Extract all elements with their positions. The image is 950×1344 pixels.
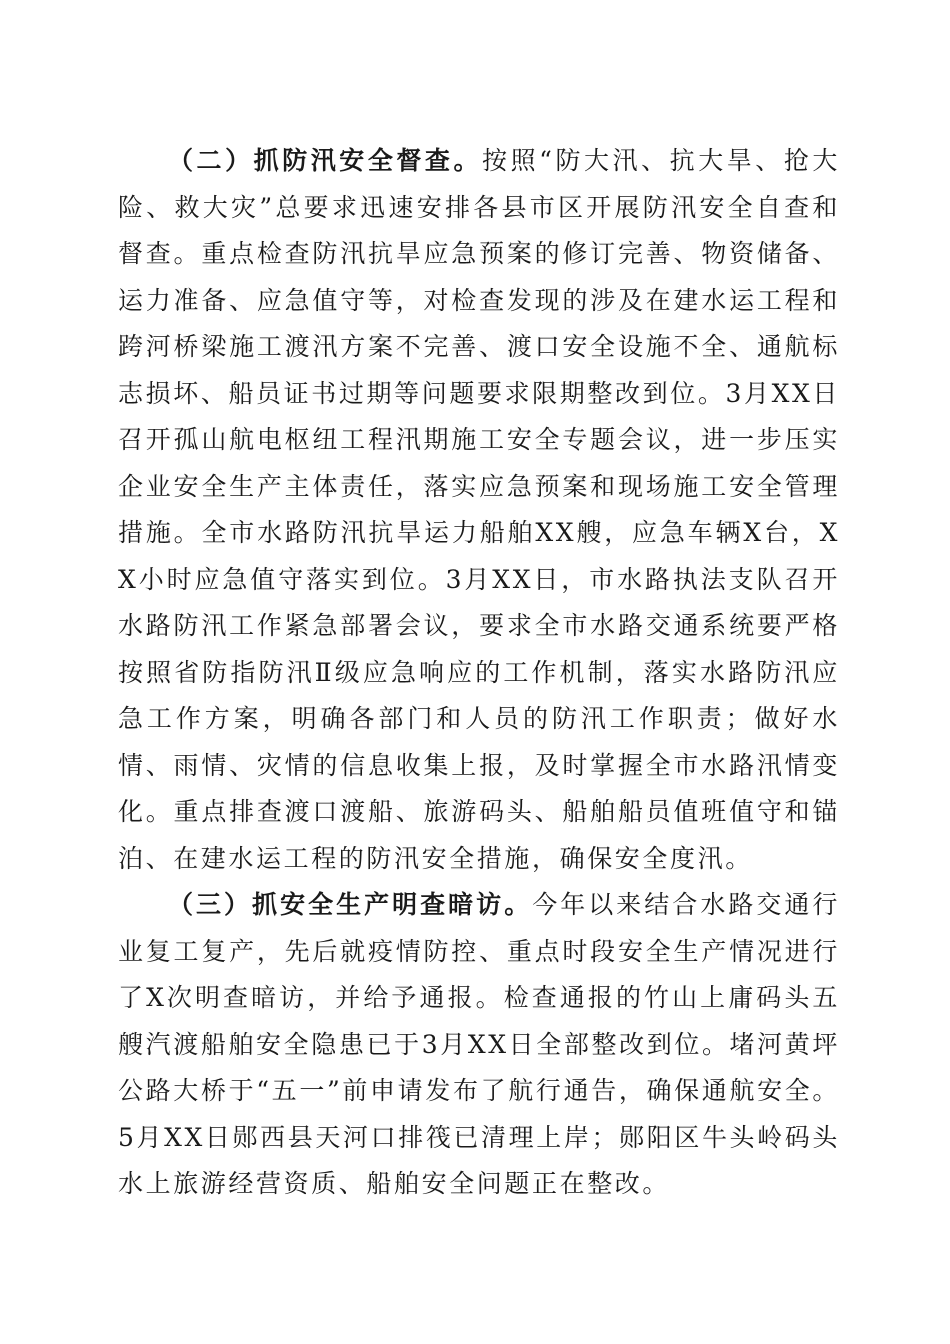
paragraph-flood-inspection [118, 138, 840, 882]
paragraph-text: 按照“防大汛、抗大旱、抢大险、救大灾”总要求迅速安排各县市区开展防汛安全自查和督查。重点检查防汛抗旱应急预案的修订完善、物资储备、运力准备、应急值守等，对检查发现的涉及在建水运工程和跨河桥梁施工渡汛方案不完善、渡口安全设施不全、通航标志损坏、船员证书过期等问题要求限期整改到位。3月XX日召开孤山航电枢纽工程汛期施工安全专题会议，进一步压实企业安全生产主体责任，落实应急预案和现场施工安全管理措施。全市水路防汛抗旱运力船舶XX艘，应急车辆X台，XX小时应急值守落实到位。3月XX日，市水路执法支队召开水路防汛工作紧急部署会议，要求全市水路交通系统要严格按照省防指防汛Ⅱ级应急响应的工作机制，落实水路防汛应急工作方案，明确各部门和人员的防汛工作职责；做好水情、雨情、灾情的信息收集上报，及时掌握全市水路汛情变化。重点排查渡口渡船、旅游码头、船舶船员值班值守和锚泊、在建水运工程的防汛安全措施，确保安全度汛。 [118, 146, 840, 873]
paragraph-safety-visits [118, 882, 840, 1208]
paragraph-text: 今年以来结合水路交通行业复工复产，先后就疫情防控、重点时段安全生产情况进行了X次明查暗访，并给予通报。检查通报的竹山上庸码头五艘汽渡船舶安全隐患已于3月XX日全部整改到位。堵河黄坪公路大桥于“五一”前申请发布了航行通告，确保通航安全。5月XX日郧西县天河口排筏已清理上岸；郧阳区牛头岭码头水上旅游经营资质、船舶安全问题正在整改。 [118, 890, 840, 1198]
paragraph-heading: （二）抓防汛安全督查。 [168, 146, 483, 175]
document-body [118, 138, 840, 1208]
paragraph-heading: （三）抓安全生产明查暗访。 [168, 890, 533, 919]
